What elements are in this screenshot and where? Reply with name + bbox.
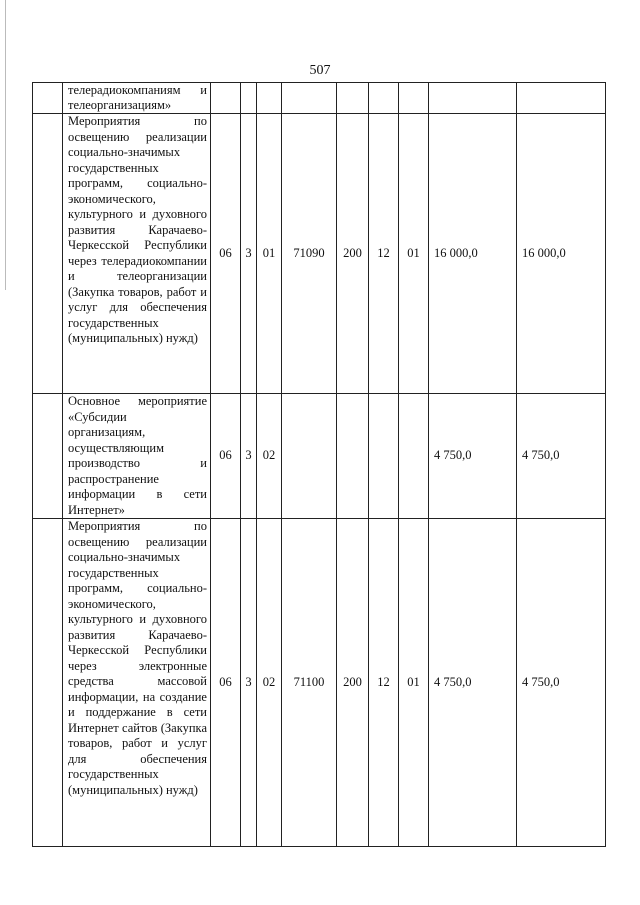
code-subprogram: 3	[241, 114, 257, 394]
amount-year2: 16 000,0	[517, 114, 606, 394]
code-program: 06	[211, 394, 241, 519]
index-cell	[33, 83, 63, 114]
code-subsection: 01	[399, 114, 429, 394]
code-main-event: 02	[257, 519, 282, 847]
code-subprogram: 3	[241, 394, 257, 519]
code-subsection: 01	[399, 519, 429, 847]
code-main-event: 01	[257, 114, 282, 394]
index-cell	[33, 394, 63, 519]
row-name: Мероприятия по освещению реализации социально-значимых государственных программ, социально-экономического, культурного и духовного развития Карачаево-Черкесской Республики через телерадиокомпании и телеорганизации (Закупка товаров, работ и услуг для обеспечения государственных (муниципальных) нужд)	[63, 114, 211, 394]
code-program: 06	[211, 519, 241, 847]
code-direction: 71100	[282, 519, 337, 847]
row-name: Мероприятия по освещению реализации социально-значимых государственных программ, социально-экономического, культурного и духовного развития Карачаево-Черкесской Республики через электронные средства массовой информации, на создание и поддержание в сети Интернет сайтов (Закупка товаров, работ и услуг для обеспечения государственных (муниципальных) нужд)	[63, 519, 211, 847]
code-section	[369, 394, 399, 519]
table-row	[33, 114, 606, 394]
code-expense-type: 200	[337, 114, 369, 394]
code-direction: 71090	[282, 114, 337, 394]
code-direction	[282, 394, 337, 519]
table-row	[33, 519, 606, 847]
table-row-continued	[33, 83, 606, 114]
row-name: телерадиокомпаниям и телеорганизациям»	[63, 83, 211, 114]
amount-year1: 4 750,0	[429, 519, 517, 847]
amount-year1: 16 000,0	[429, 114, 517, 394]
scan-edge-line	[5, 0, 6, 290]
code-expense-type	[337, 394, 369, 519]
amount-year2: 4 750,0	[517, 394, 606, 519]
budget-table	[32, 82, 606, 847]
amount-year2: 4 750,0	[517, 519, 606, 847]
index-cell	[33, 114, 63, 394]
code-main-event: 02	[257, 394, 282, 519]
row-name: Основное мероприятие «Субсидии организациям, осуществляющим производство и распространение информации в сети Интернет»	[63, 394, 211, 519]
code-section: 12	[369, 519, 399, 847]
code-program: 06	[211, 114, 241, 394]
index-cell	[33, 519, 63, 847]
code-subsection	[399, 394, 429, 519]
code-section: 12	[369, 114, 399, 394]
code-expense-type: 200	[337, 519, 369, 847]
page-number: 507	[309, 63, 331, 78]
table-row	[33, 394, 606, 519]
code-subprogram: 3	[241, 519, 257, 847]
amount-year1: 4 750,0	[429, 394, 517, 519]
